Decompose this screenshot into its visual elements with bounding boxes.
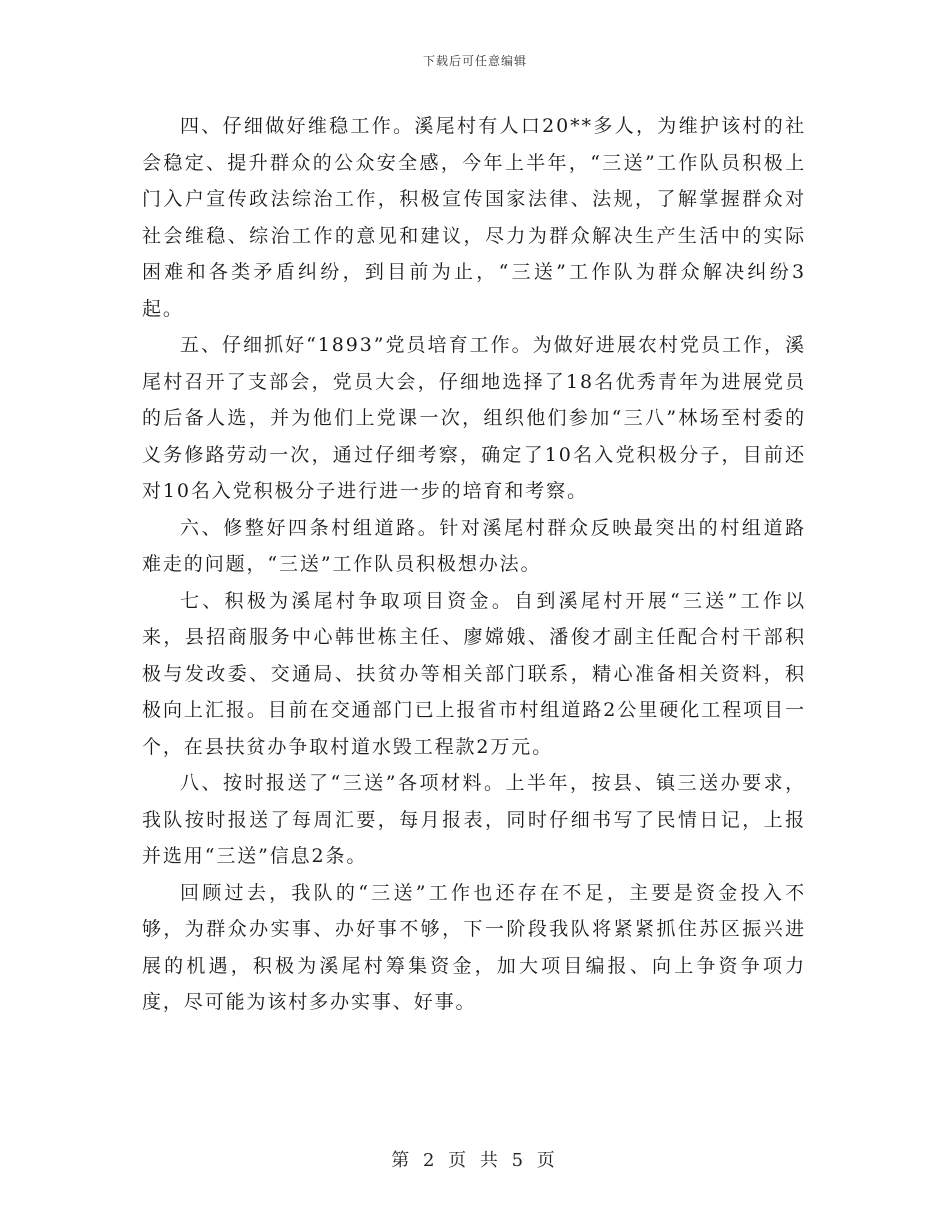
paragraph-project-funds: 七、积极为溪尾村争取项目资金。自到溪尾村开展“三送”工作以来，县招商服务中心韩世栋主任、廖嫦娥、潘俊才副主任配合村干部积极与发改委、交通局、扶贫办等相关部门联系，精心准备相关资料，积极向上汇报。目前在交通部门已上报省市村组道路2公里硬化工程项目一个，在县扶贫办争取村道水毁工程款2万元。 [142, 589, 806, 758]
paragraph-party-member-training: 五、仔细抓好“1893”党员培育工作。为做好进展农村党员工作，溪尾村召开了支部会，党员大会，仔细地选择了18名优秀青年为进展党员的后备人选，并为他们上党课一次，组织他们参加“三八”林场至村委的义务修路劳动一次，通过仔细考察，确定了10名入党积极分子，目前还对10名入党积极分子进行进一步的培育和考察。 [142, 334, 806, 502]
paragraph-village-roads: 六、修整好四条村组道路。针对溪尾村群众反映最突出的村组道路难走的问题，“三送”工作队员积极想办法。 [142, 516, 806, 575]
page-number-footer: 第 2 页 共 5 页 [391, 1150, 559, 1171]
paragraph-materials-submission: 八、按时报送了“三送”各项材料。上半年，按县、镇三送办要求，我队按时报送了每周汇要，每月报表，同时仔细书写了民情日记，上报并选用“三送”信息2条。 [142, 772, 806, 867]
paragraph-review: 回顾过去，我队的“三送”工作也还存在不足，主要是资金投入不够，为群众办实事、办好事不够，下一阶段我队将紧紧抓住苏区振兴进展的机遇，积极为溪尾村筹集资金，加大项目编报、向上争资争项力度，尽可能为该村多办实事、好事。 [142, 881, 806, 1013]
paragraph-stability-work: 四、仔细做好维稳工作。溪尾村有人口20**多人，为维护该村的社会稳定、提升群众的公众安全感，今年上半年，“三送”工作队员积极上门入户宣传政法综治工作，积极宣传国家法律、法规，了解掌握群众对社会维稳、综治工作的意见和建议，尽力为群众解决生产生活中的实际困难和各类矛盾纠纷，到目前为止，“三送”工作队为群众解决纠纷3起。 [142, 115, 806, 320]
document-body [142, 108, 806, 1021]
page-header: 下载后可任意编辑 [422, 54, 527, 68]
